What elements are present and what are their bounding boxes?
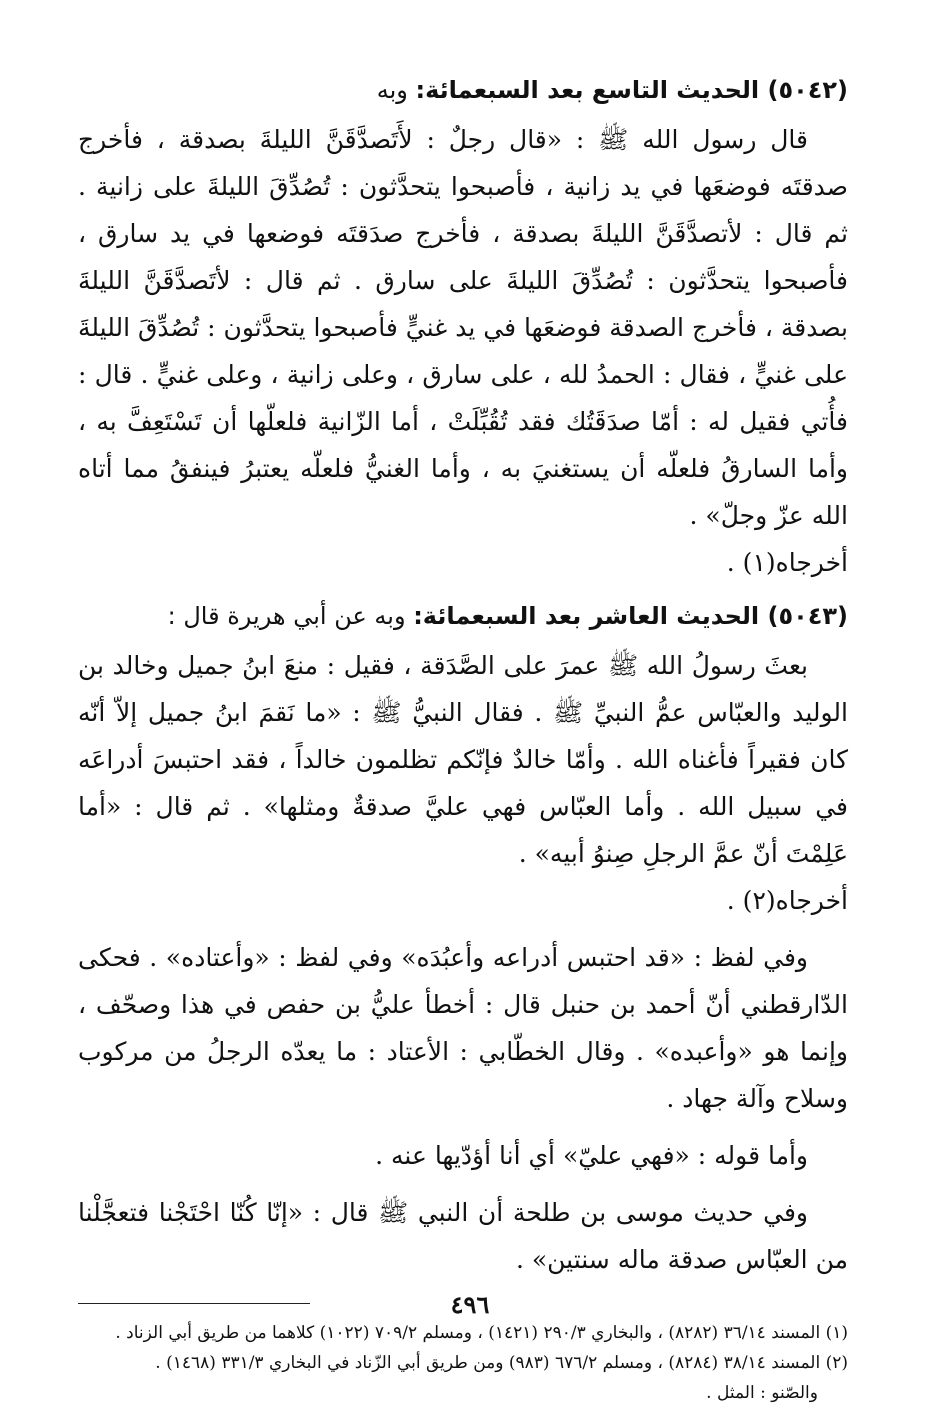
hadith-5042-heading	[78, 70, 848, 110]
footnote-2: (٢) المسند ٣٨/١٤ (٨٢٨٤) ، ومسلم ٦٧٦/٢ (٩٨٣) ومن طريق أبي الزّناد في البخاري ٣٣١/٣ (١٤٦٨) .	[155, 1353, 848, 1373]
footnote-2-gloss: والصّنو : المثل .	[706, 1383, 818, 1403]
hadith-5042-heading-rest: وبه	[376, 76, 408, 104]
commentary-paragraph: وفي لفظ : «قد احتبس أدراعه وأعبُدَه» وفي لفظ : «وأعتاده» . فحكى الدّارقطني أنّ أحمد بن حنبل قال : أخطأ عليُّ بن حفص في هذا وصحّف ، وإنما هو «وأعبده» . وقال الخطّابي : الأعتاد : ما يعدّه الرجلُ من مركوب وسلاح وآلة جهاد .	[78, 943, 848, 1113]
page-number: ٤٩٦	[450, 1290, 490, 1319]
hadith-5043-takhrij: أخرجاه(٢) .	[726, 886, 848, 915]
commentary-paragraph: وفي حديث موسى بن طلحة أن النبي ﷺ قال : «إنّا كُنّا احْتَجْنا فتعجَّلْنا من العبّاس صدقة ماله سنتين» .	[78, 1198, 848, 1274]
hadith-5043-text: بعثَ رسولُ الله ﷺ عمرَ على الصَّدَقة ، فقيل : منعَ ابنُ جميل وخالد بن الوليد والعبّاس عمُّ النبيِّ ﷺ . فقال النبيُّ ﷺ : «ما نَقمَ ابنُ جميل إلاّ أنّه كان فقيراً فأغناه الله . وأمّا خالدٌ فإنّكم تظلمون خالداً ، فقد احتبسَ أدراعَه في سبيل الله . وأما العبّاس فهي عليَّ صدقةٌ ومثلها» . ثم قال : «أما عَلِمْتَ أنّ عمَّ الرجلِ صِنوُ أبيه» .	[78, 651, 848, 868]
hadith-5042-heading-title: (٥٠٤٢) الحديث التاسع بعد السبعمائة:	[415, 76, 848, 104]
hadith-5042-takhrij: أخرجاه(١) .	[726, 548, 848, 577]
hadith-5043-heading-title: (٥٠٤٣) الحديث العاشر بعد السبعمائة:	[413, 602, 848, 630]
hadith-5043-heading	[78, 596, 848, 636]
hadith-5043-heading-rest: وبه عن أبي هريرة قال :	[167, 602, 406, 630]
footnote-1: (١) المسند ٣٦/١٤ (٨٢٨٢) ، والبخاري ٢٩٠/٣ (١٤٢١) ، ومسلم ٧٠٩/٢ (١٠٢٢) كلاهما من طريق أبي الزناد .	[115, 1323, 848, 1343]
commentary-paragraph: وأما قوله : «فهي عليّ» أي أنا أؤدّيها عنه .	[375, 1141, 808, 1170]
hadith-5042-text: قال رسول الله ﷺ : «قال رجلٌ : لأَتَصدَّقَنَّ الليلةَ بصدقة ، فأخرج صدقتَه فوضعَها في يد زانية ، فأصبحوا يتحدَّثون : تُصُدِّقَ الليلةَ على زانية . ثم قال : لأتصدَّقَنَّ الليلةَ بصدقة ، فأخرج صدَقتَه فوضعها في يد سارق ، فأصبحوا يتحدَّثون : تُصُدِّقَ الليلةَ على سارق . ثم قال : لأتَصدَّقَنَّ الليلةَ بصدقة ، فأخرج الصدقة فوضعَها في يد غنيٍّ فأصبحوا يتحدَّثون : تُصُدِّقَ الليلةَ على غنيٍّ ، فقال : الحمدُ لله ، على سارق ، وعلى زانية ، وعلى غنيٍّ . قال : فأُتي فقيل له : أمّا صدَقَتُك فقد تُقُبِّلَتْ ، أما الزّانية فلعلّها أن تَسْتَعِفَّ به ، وأما السارقُ فلعلّه أن يستغنيَ به ، وأما الغنيُّ فلعلّه يعتبرُ فينفقُ مما أتاه الله عزّ وجلّ» .	[78, 125, 848, 530]
